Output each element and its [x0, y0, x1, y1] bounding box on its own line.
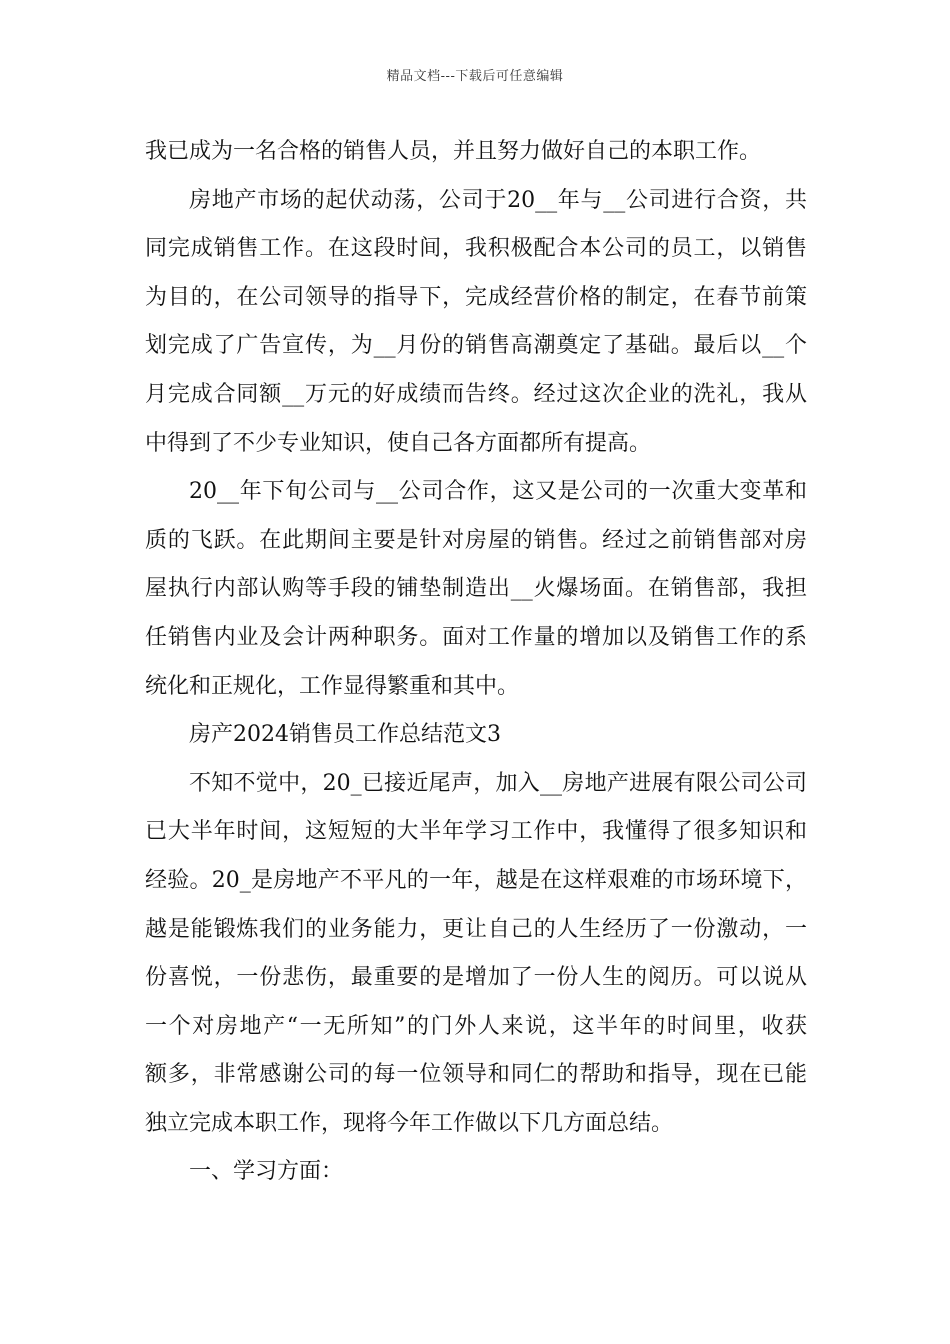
text-line: 任销售内业及会计两种职务。面对工作量的增加以及销售工作的系	[145, 624, 807, 650]
text-line: 一个对房地产“一无所知”的门外人来说，这半年的时间里，收获	[145, 1013, 807, 1039]
text-line: 中得到了不少专业知识，使自己各方面都所有提高。	[145, 430, 652, 456]
text-line: 月完成合同额__万元的好成绩而告终。经过这次企业的洗礼，我从	[145, 381, 807, 407]
text-line: 越是能锻炼我们的业务能力，更让自己的人生经历了一份激动，一	[145, 916, 807, 942]
section-title: 房产2024销售员工作总结范文3	[189, 722, 501, 748]
text-line: 为目的，在公司领导的指导下，完成经营价格的制定，在春节前策	[145, 284, 807, 310]
text-line: 同完成销售工作。在这段时间，我积极配合本公司的员工，以销售	[145, 236, 807, 262]
text-line: 份喜悦，一份悲伤，最重要的是增加了一份人生的阅历。可以说从	[145, 965, 807, 991]
text-line: 独立完成本职工作，现将今年工作做以下几方面总结。	[145, 1110, 674, 1136]
paragraph-first-line: 房地产市场的起伏动荡，公司于20__年与__公司进行合资，共	[189, 187, 807, 213]
paragraph-first-line: 不知不觉中，20_已接近尾声，加入__房地产进展有限公司公司	[189, 770, 807, 796]
text-line: 质的飞跃。在此期间主要是针对房屋的销售。经过之前销售部对房	[145, 527, 807, 553]
text-line: 屋执行内部认购等手段的铺垫制造出__火爆场面。在销售部，我担	[145, 576, 807, 602]
text-line: 额多，非常感谢公司的每一位领导和同仁的帮助和指导，现在已能	[145, 1062, 807, 1088]
text-line: 统化和正规化，工作显得繁重和其中。	[145, 673, 520, 699]
section-heading: 一、学习方面：	[189, 1159, 344, 1185]
document-body	[145, 128, 807, 1197]
text-line: 划完成了广告宣传，为__月份的销售高潮奠定了基础。最后以__个	[145, 333, 807, 359]
text-line: 已大半年时间，这短短的大半年学习工作中，我懂得了很多知识和	[145, 819, 807, 845]
page-header: 精品文档---下载后可任意编辑	[386, 69, 564, 84]
text-line: 我已成为一名合格的销售人员，并且努力做好自己的本职工作。	[145, 139, 762, 164]
text-line: 经验。20_是房地产不平凡的一年，越是在这样艰难的市场环境下，	[145, 867, 807, 893]
paragraph-first-line: 20__年下旬公司与__公司合作，这又是公司的一次重大变革和	[189, 479, 807, 505]
